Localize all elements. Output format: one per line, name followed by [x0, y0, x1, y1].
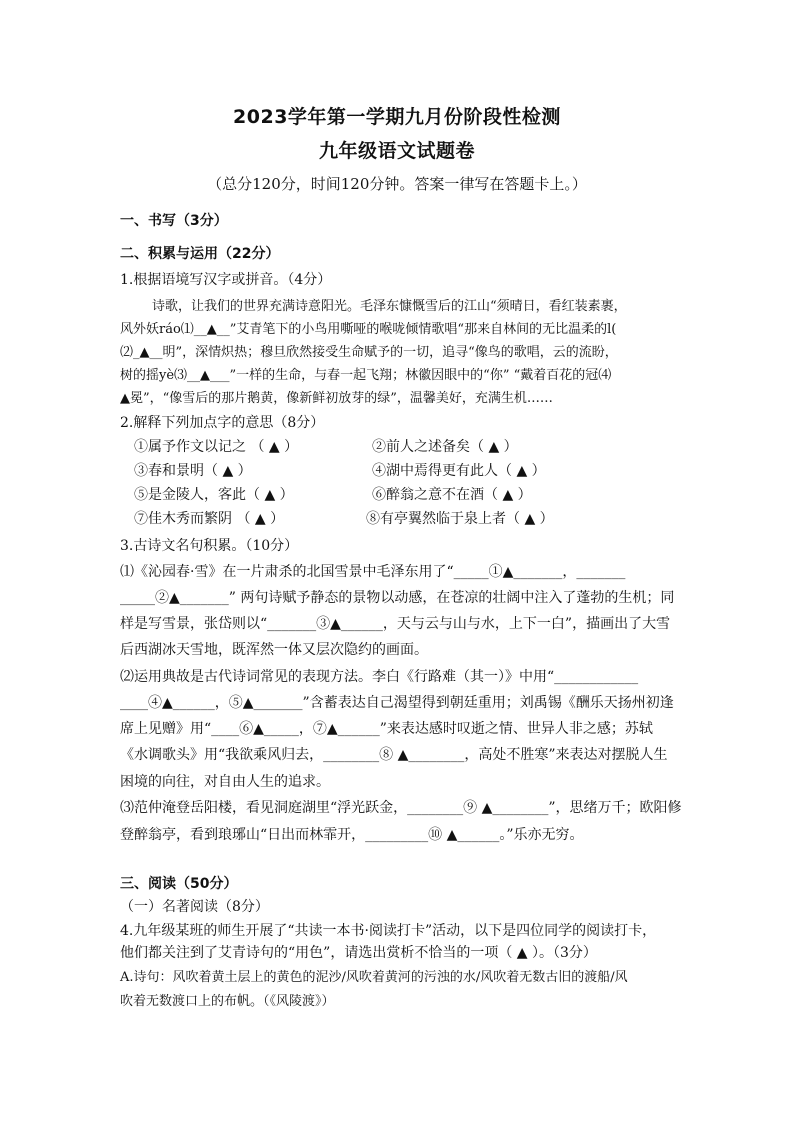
question-2-item: ⑧有亭翼然临于泉上者（ ▲ ）: [366, 511, 554, 527]
question-3-line: 样是写雪景，张岱则以“_______③▲______，天与云与山与水，上下一白”，描画出了大雪: [120, 616, 671, 632]
section-heading-accumulation: 二、积累与运用（22分）: [120, 246, 280, 262]
question-2-item: ①属予作文以记之 （ ▲ ）: [134, 439, 299, 455]
question-3-line: _____②▲_______” 两句诗赋予静态的景物以动感，在苍凉的壮阔中注入了蓬勃的生机；同: [120, 590, 675, 606]
question-4-line: 4.九年级某班的师生开展了“共读一本书·阅读打卡”活动，以下是四位同学的阅读打卡，: [120, 923, 657, 939]
question-4-line: A.诗句：风吹着黄土层上的黄色的泥沙/风吹着黄河的污浊的水/风吹着无数古旧的渡船/风: [120, 970, 628, 985]
question-3-line: ⑶范仲淹登岳阳楼，看见洞庭湖里“浮光跃金，________⑨ ▲________”，思绪万千；欧阳修: [120, 800, 682, 816]
question-1-stem: 1.根据语境写汉字或拼音。（4分）: [120, 272, 332, 288]
section-heading-writing: 一、书写（3分）: [120, 213, 228, 229]
question-3-line: ____④▲______，⑤▲_______”含蓄表达自己渴望得到朝廷重用；刘禹锡《酬乐天扬州初逢: [120, 695, 674, 711]
question-3-line: 困境的向往，对自由人生的追求。: [120, 774, 330, 790]
question-3-line: 登醉翁亭，看到琅琊山“日出而林霏开，_________⑩ ▲______。”乐亦无穷。: [120, 827, 584, 843]
exam-subtitle: 九年级语文试题卷: [318, 140, 475, 162]
question-4-line: 他们都关注到了艾青诗句的“用色”，请选出赏析不恰当的一项（ ▲ ）。（3分）: [120, 945, 597, 961]
question-1-passage-line: 诗歌，让我们的世界充满诗意阳光。毛泽东慷慨雪后的江山“须晴日，看红装素裹，: [152, 299, 627, 314]
question-2-item: ⑤是金陵人，客此（ ▲ ）: [134, 487, 294, 503]
question-2-item: ③春和景明（ ▲ ）: [134, 463, 252, 479]
question-3-line: 后西湖冰天雪地，既浑然一体又层次隐约的画面。: [120, 642, 428, 658]
subsection-heading: （一）名著阅读（8分）: [120, 899, 269, 915]
question-2-item: ⑥醉翁之意不在酒（ ▲ ）: [372, 487, 532, 503]
section-heading-reading: 三、阅读（50分）: [120, 876, 238, 892]
question-1-passage-line: ⑵_▲__明”，深情炽热；穆旦欣然接受生命赋予的一切，追寻“像鸟的歌唱，云的流盼，: [120, 345, 618, 360]
question-3-line: ⑴《沁园春·雪》在一片肃杀的北国雪景中毛泽东用了“_____①▲_______，_______: [120, 564, 626, 580]
question-2-item: ④湖中焉得更有此人（ ▲ ）: [372, 463, 546, 479]
question-2-item: ⑦佳木秀而繁阴 （ ▲ ）: [134, 511, 285, 527]
question-3-line: 《水调歌头》用“我欲乘风归去，________⑧ ▲________，高处不胜寒”来表达对摆脱人生: [120, 747, 668, 763]
exam-note: （总分120分，时间120分钟。答案一律写在答题卡上。）: [207, 175, 587, 193]
question-1-passage-line: 树的摇yè⑶__▲___”一样的生命，与春一起飞翔；林徽因眼中的“你” “戴着百花的冠⑷: [120, 368, 612, 383]
question-1-passage-line: ▲冕”，“像雪后的那片鹅黄，像新鲜初放芽的绿”，温馨美好，充满生机……: [120, 391, 553, 406]
question-4-line: 吹着无数渡口上的布帆。（《风陵渡》）: [120, 994, 335, 1009]
question-1-passage-line: 风外妖ráo⑴__▲__”艾青笔下的小鸟用嘶哑的喉咙倾情歌唱“那来自林间的无比温柔的l(: [120, 322, 617, 337]
question-3-line: ⑵运用典故是古代诗词常见的表现方法。李白《行路难（其一）》中用“____________: [120, 669, 639, 685]
question-3-stem: 3.古诗文名句积累。（10分）: [120, 538, 299, 554]
exam-title: 2023学年第一学期九月份阶段性检测: [233, 106, 561, 128]
question-2-item: ②前人之述备矣（ ▲ ）: [372, 439, 518, 455]
question-2-stem: 2.解释下列加点字的意思（8分）: [120, 415, 325, 431]
question-3-line: 席上见赠》用“____⑥▲_____，⑦▲______”来表达感时叹逝之情、世异人非之感；苏轼: [120, 721, 653, 737]
